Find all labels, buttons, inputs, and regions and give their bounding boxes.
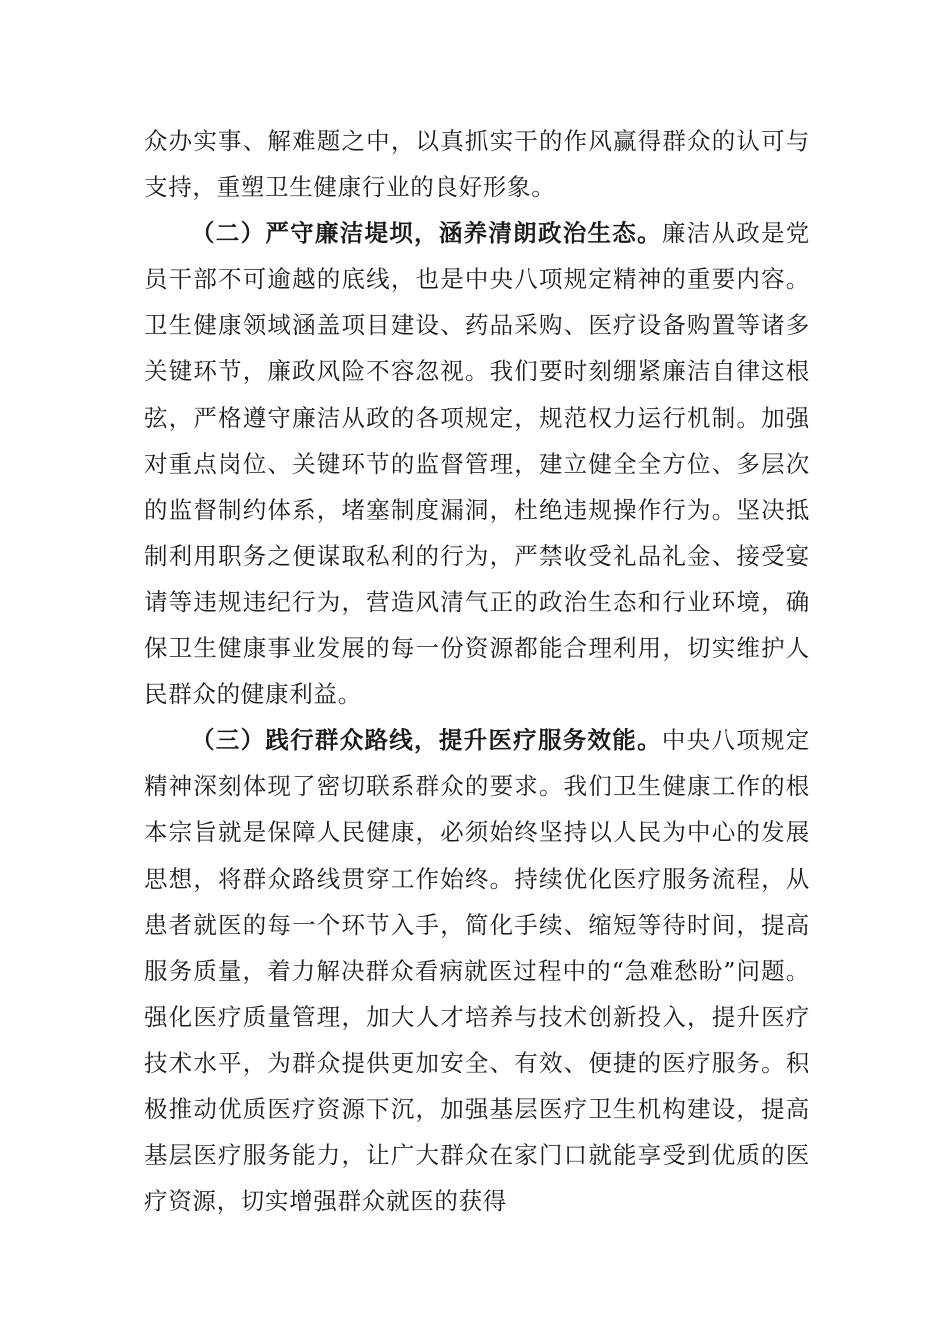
document-body <box>144 118 810 1224</box>
paragraph-text: 中央八项规定精神深刻体现了密切联系群众的要求。我们卫生健康工作的根本宗旨就是保障人民健康，必须始终坚持以人民为中心的发展思想，将群众路线贯穿工作始终。持续优化医疗服务流程，从患者就医的每一个环节入手，简化手续、缩短等待时间，提高服务质量，着力解决群众看病就医过程中的“急难愁盼”问题。强化医疗质量管理，加大人才培养与技术创新投入，提升医疗技术水平，为群众提供更加安全、有效、便捷的医疗服务。积极推动优质医疗资源下沉，加强基层医疗卫生机构建设，提高基层医疗服务能力，让广大群众在家门口就能享受到优质的医疗资源，切实增强群众就医的获得 <box>144 726 810 1216</box>
paragraph-section-3 <box>144 717 810 1224</box>
paragraph-section-2 <box>144 210 810 717</box>
paragraph-text: 廉洁从政是党员干部不可逾越的底线，也是中央八项规定精神的重要内容。卫生健康领域涵盖项目建设、药品采购、医疗设备购置等诸多关键环节，廉政风险不容忽视。我们要时刻绷紧廉洁自律这根弦，严格遵守廉洁从政的各项规定，规范权力运行机制。加强对重点岗位、关键环节的监督管理，建立健全全方位、多层次的监督制约体系，堵塞制度漏洞，杜绝违规操作行为。坚决抵制利用职务之便谋取私利的行为，严禁收受礼品礼金、接受宴请等违规违纪行为，营造风清气正的政治生态和行业环境，确保卫生健康事业发展的每一份资源都能合理利用，切实维护人民群众的健康利益。 <box>144 219 810 709</box>
paragraph-continuation <box>144 118 810 210</box>
section-heading-3: （三）践行群众路线，提升医疗服务效能。 <box>191 726 662 755</box>
section-heading-2: （二）严守廉洁堤坝，涵养清朗政治生态。 <box>191 219 662 248</box>
paragraph-text: 众办实事、解难题之中，以真抓实干的作风赢得群众的认可与支持，重塑卫生健康行业的良好形象。 <box>144 127 810 202</box>
